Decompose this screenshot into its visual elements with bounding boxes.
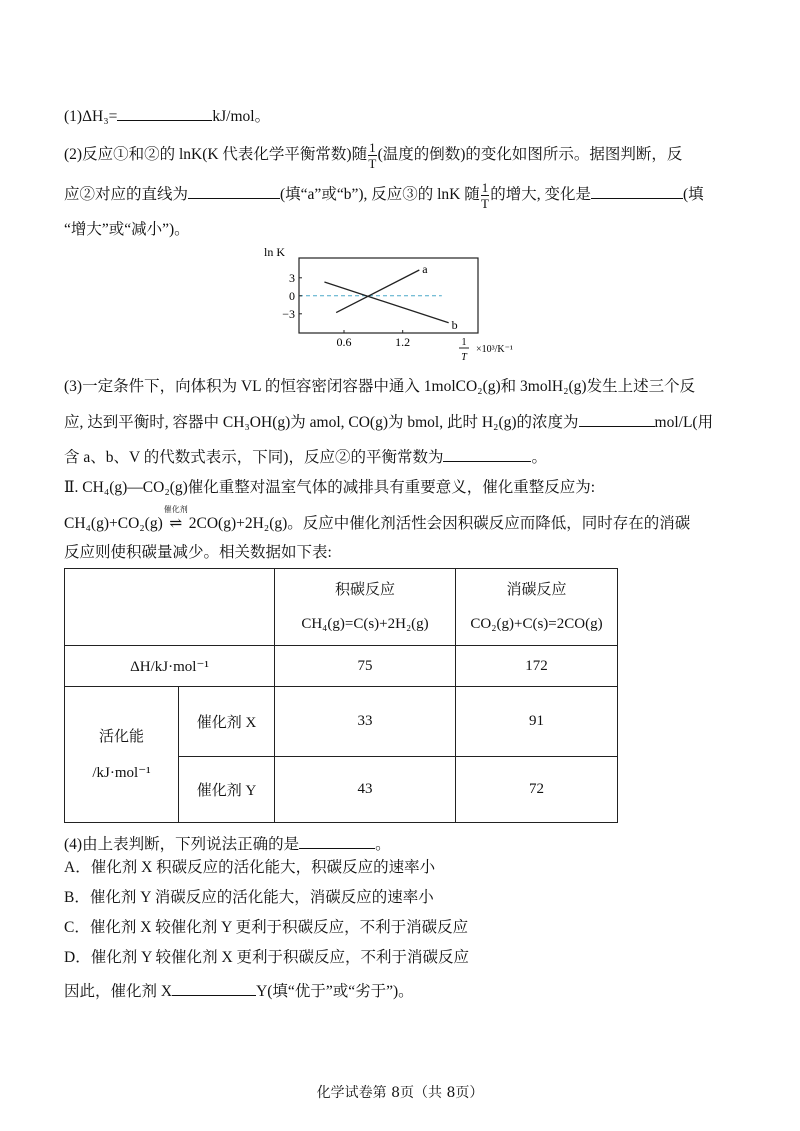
cell: 172 [456, 646, 618, 687]
q1-text: (1)ΔH₃= [64, 108, 118, 125]
answer-blank [299, 833, 375, 849]
cell: 43 [275, 757, 456, 823]
part-2-line-1: Ⅱ. CH₄(g)—CO₂(g)催化重整对温室气体的减排具有重要意义，催化重整反应为: [64, 479, 596, 496]
header-equation: CO₂(g)+C(s)=2CO(g) [470, 616, 603, 632]
label: 活化能 [98, 728, 144, 745]
question-2-line-2 [64, 180, 704, 211]
q1-unit: kJ/mol。 [212, 108, 271, 125]
fraction-1-over-T [481, 180, 490, 211]
answer-blank [579, 411, 655, 427]
text: 。 [531, 449, 547, 466]
question-1 [64, 105, 270, 127]
option-c: C．催化剂 X 较催化剂 Y 更利于积碳反应，不利于消碳反应 [64, 919, 469, 936]
header-carbon-deposition [275, 569, 456, 646]
text: (温度的倒数)的变化如图所示。据图判断，反 [377, 146, 683, 164]
answer-blank [117, 105, 212, 121]
question-2-line-3: “增大”或“减小”)。 [64, 221, 190, 238]
text: Y(填“优于”或“劣于”)。 [256, 983, 414, 1000]
series-label-b: b [451, 317, 458, 332]
text: (2)反应①和②的 lnK(K 代表化学平衡常数)随 [64, 146, 368, 164]
lnk-vs-inverse-temperature-chart [250, 245, 550, 365]
answer-blank [591, 183, 683, 199]
x-axis-label-unit: ×10³/K⁻¹ [476, 344, 513, 355]
text: 2CO(g)+2H₂(g)。反应中催化剂活性会因积碳反应而降低，同时存在的消碳 [188, 515, 691, 532]
header-title: 积碳反应 [334, 582, 395, 598]
text: 含 a、b、V 的代数式表示，下同)，反应②的平衡常数为 [64, 449, 444, 466]
data-table [64, 568, 618, 823]
text: 因此，催化剂 X [64, 983, 173, 1000]
row-label-activation-energy [65, 687, 179, 823]
y-tick-label: 0 [289, 288, 295, 303]
question-2-line-1 [64, 140, 682, 171]
cell: 91 [456, 687, 618, 757]
cell: 72 [456, 757, 618, 823]
catalyst-label: 催化剂 [163, 505, 188, 514]
arrow-icon: ⇌ [169, 515, 183, 532]
text: (填 [683, 186, 704, 204]
empty-header [65, 569, 275, 646]
question-4-conclusion [64, 980, 414, 1002]
numerator: 1 [369, 140, 376, 155]
catalyst-y-label: 催化剂 Y [179, 757, 275, 823]
y-tick-label: −3 [282, 306, 295, 321]
series-line-a [336, 270, 419, 313]
option-d: D．催化剂 Y 较催化剂 X 更利于积碳反应，不利于消碳反应 [64, 949, 470, 966]
text: 的增大, 变化是 [490, 186, 592, 204]
equation-reactants: CH₄(g)+CO₂(g) [64, 515, 163, 532]
numerator: 1 [481, 180, 489, 195]
question-3-line-1: (3)一定条件下，向体积为 VL 的恒容密闭容器中通入 1molCO₂(g)和 3molH₂(g)发生上述三个反 [64, 378, 696, 395]
label-unit: /kJ·mol⁻¹ [92, 764, 151, 781]
x-tick-label: 1.2 [395, 335, 411, 349]
header-title: 消碳反应 [506, 582, 567, 598]
part-2-line-3: 反应则使积碳量减少。相关数据如下表: [64, 544, 332, 561]
text: 应②对应的直线为 [64, 186, 189, 204]
row-label-enthalpy: ΔH/kJ·mol⁻¹ [65, 646, 275, 687]
text: (4)由上表判断，下列说法正确的是 [64, 836, 300, 853]
cell: 75 [275, 646, 456, 687]
denominator: T [368, 156, 377, 171]
answer-blank [443, 446, 531, 462]
option-a: A．催化剂 X 积碳反应的活化能大，积碳反应的速率小 [64, 859, 436, 876]
part-2-line-2 [64, 505, 691, 534]
series-label-a: a [422, 262, 428, 276]
x-axis-label-denominator: T [461, 352, 467, 363]
y-axis-label: ln K [264, 245, 285, 259]
answer-blank [188, 183, 280, 199]
option-b: B．催化剂 Y 消碳反应的活化能大，消碳反应的速率小 [64, 889, 434, 906]
header-equation: CH₄(g)=C(s)+2H₂(g) [301, 616, 429, 632]
header-carbon-elimination [456, 569, 618, 646]
y-tick-label: 3 [289, 270, 295, 285]
question-4 [64, 833, 391, 855]
x-axis-label-numerator: 1 [461, 337, 467, 348]
question-3-line-3 [64, 446, 547, 468]
text: 应, 达到平衡时, 容器中 CH₃OH(g)为 amol, CO(g)为 bmol, 此时 H₂(g)的浓度为 [64, 414, 579, 431]
catalyst-x-label: 催化剂 X [179, 687, 275, 757]
x-tick-label: 0.6 [336, 335, 352, 349]
text: mol/L(用 [654, 414, 714, 431]
page-footer: 化学试卷第 8页（共 8页） [316, 1085, 484, 1101]
denominator: T [481, 196, 489, 211]
answer-blank [172, 980, 256, 996]
cell: 33 [275, 687, 456, 757]
question-3-line-2 [64, 411, 713, 433]
reversible-arrow [163, 505, 189, 534]
text: (填“a”或“b”), 反应③的 lnK 随 [280, 186, 480, 204]
fraction-1-over-T [368, 140, 377, 171]
series-line-b [324, 282, 448, 323]
text: 。 [375, 836, 391, 853]
